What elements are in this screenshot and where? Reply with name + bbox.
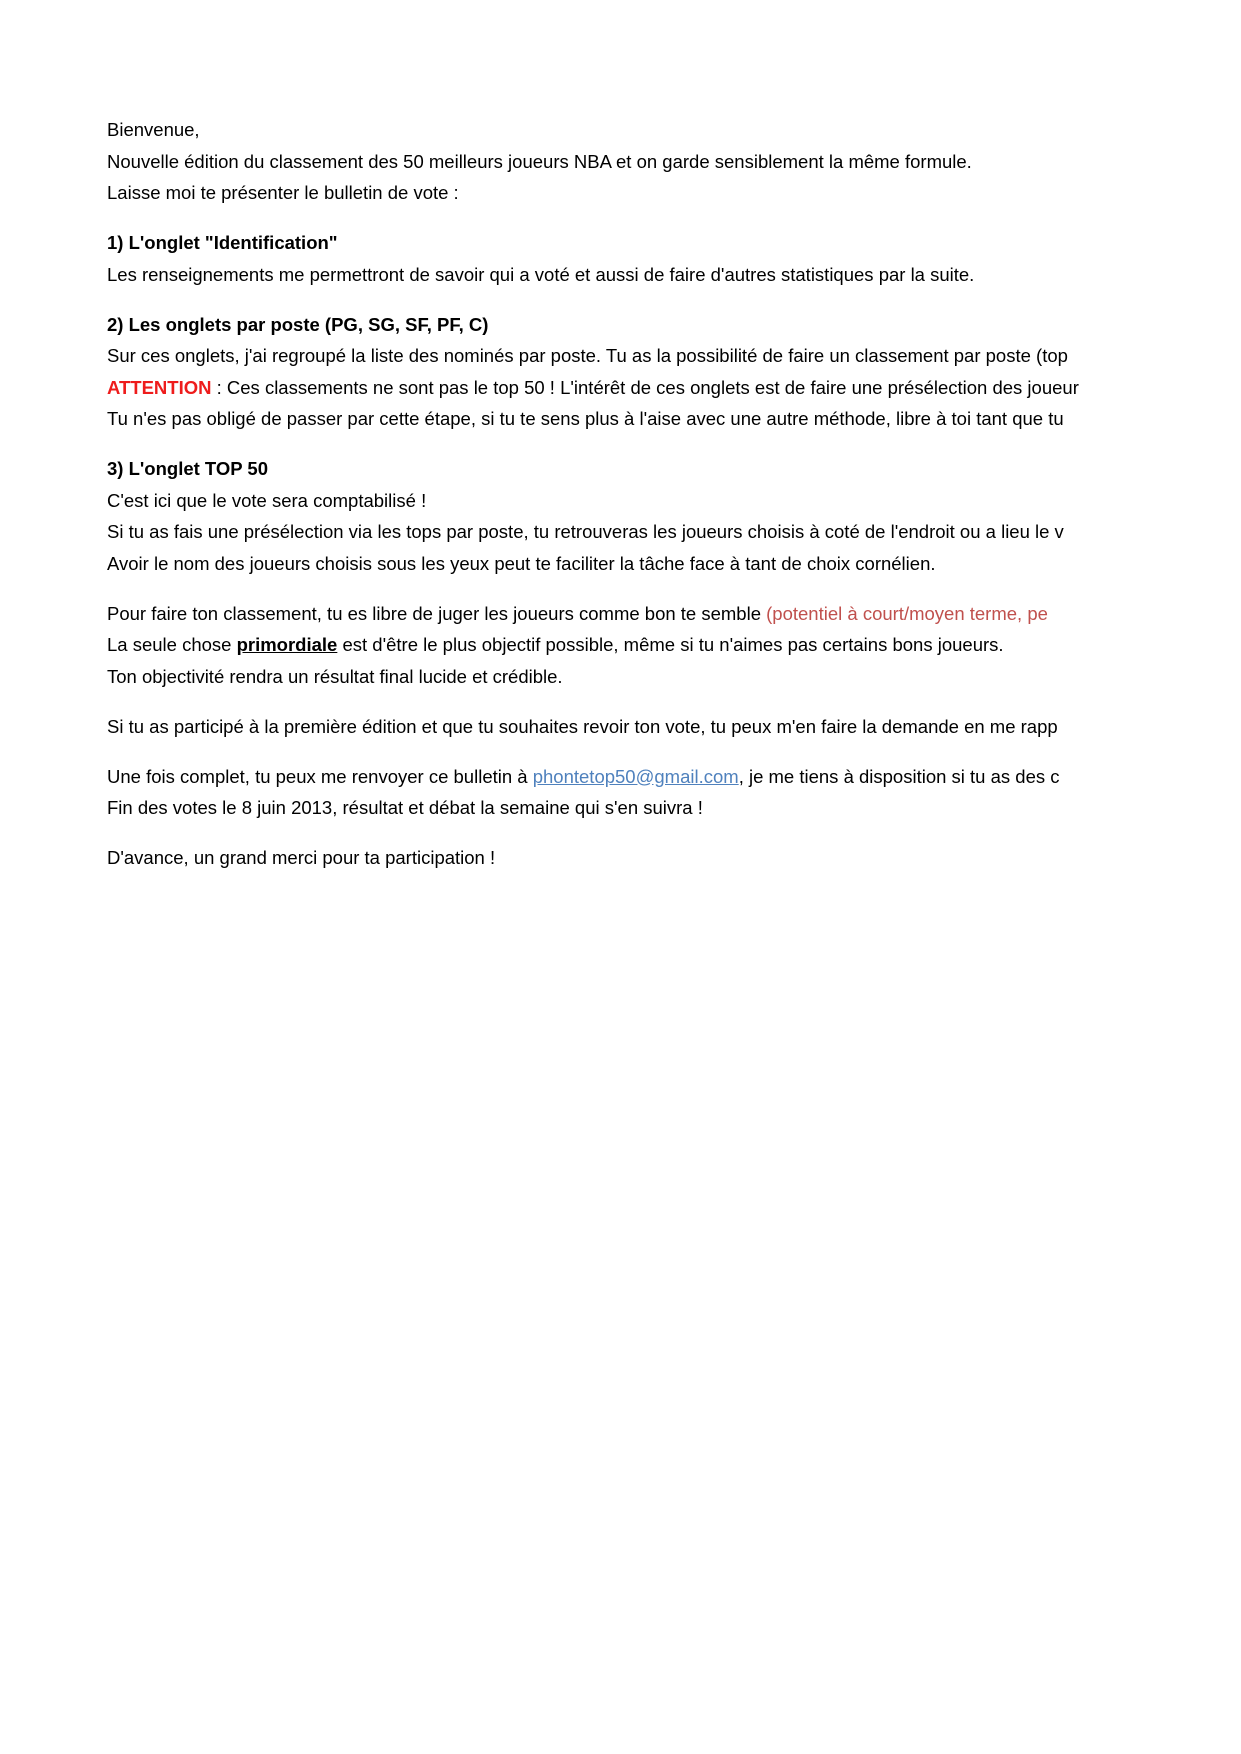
section-3-line-1: C'est ici que le vote sera comptabilisé ! <box>107 489 427 511</box>
attention-label: ATTENTION <box>107 376 212 398</box>
section-4-line-3: Ton objectivité rendra un résultat final lucide et crédible. <box>107 665 563 687</box>
emphasis-primordiale: primordiale <box>236 634 338 655</box>
section-4-line-2 <box>107 629 1100 661</box>
section-6-line-2: Fin des votes le 8 juin 2013, résultat et débat la semaine qui s'en suivra ! <box>107 797 703 818</box>
section-4-line-1 <box>107 598 1100 630</box>
section-4-aside: (potentiel à court/moyen terme, pe <box>766 602 1048 624</box>
section-6-line-1-start: Une fois complet, tu peux me renvoyer ce bulletin à <box>107 765 533 787</box>
section-2-line-2 <box>107 372 1100 404</box>
section-2-heading: 2) Les onglets par poste (PG, SG, SF, PF, C) <box>107 313 489 335</box>
email-link[interactable]: phontetop50@gmail.com <box>532 765 739 787</box>
section-2-line-2-text: : Ces classements ne sont pas le top 50 ! L'intérêt de ces onglets est de faire une présélection des joueur <box>211 376 1079 398</box>
section-2-line-3: Tu n'es pas obligé de passer par cette étape, si tu te sens plus à l'aise avec une autre méthode, libre à toi tant que tu <box>107 408 1064 429</box>
section-1-line-1: Les renseignements me permettront de savoir qui a voté et aussi de faire d'autres statistiques par la suite. <box>107 263 975 285</box>
section-1-heading: 1) L'onglet "Identification" <box>107 232 338 253</box>
section-5-line-1: Si tu as participé à la première édition et que tu souhaites revoir ton vote, tu peux m'en faire la demande en me rapp <box>107 715 1058 737</box>
document-body <box>107 114 1100 874</box>
section-6-line-1 <box>107 761 1100 793</box>
section-6-line-1-end: , je me tiens à disposition si tu as des c <box>738 765 1060 787</box>
intro-line-2: Nouvelle édition du classement des 50 meilleurs joueurs NBA et on garde sensiblement la même formule. <box>107 150 972 172</box>
section-3-heading: 3) L'onglet TOP 50 <box>107 458 268 479</box>
section-3-line-2: Si tu as fais une présélection via les tops par poste, tu retrouveras les joueurs choisis à coté de l'endroit ou a lieu le v <box>107 521 1064 542</box>
section-4-line-1-text: Pour faire ton classement, tu es libre de juger les joueurs comme bon te semble <box>107 602 767 624</box>
intro-greeting: Bienvenue, <box>107 119 200 140</box>
closing-line: D'avance, un grand merci pour ta participation ! <box>107 847 496 868</box>
section-4-line-2-start: La seule chose <box>107 634 237 655</box>
section-2-line-1: Sur ces onglets, j'ai regroupé la liste des nominés par poste. Tu as la possibilité de faire un classement par poste (top <box>107 345 1068 366</box>
section-3-line-3: Avoir le nom des joueurs choisis sous les yeux peut te faciliter la tâche face à tant de choix cornélien. <box>107 552 936 574</box>
section-4-line-2-end: est d'être le plus objectif possible, même si tu n'aimes pas certains bons joueurs. <box>337 634 1004 655</box>
intro-line-3: Laisse moi te présenter le bulletin de vote : <box>107 182 459 203</box>
